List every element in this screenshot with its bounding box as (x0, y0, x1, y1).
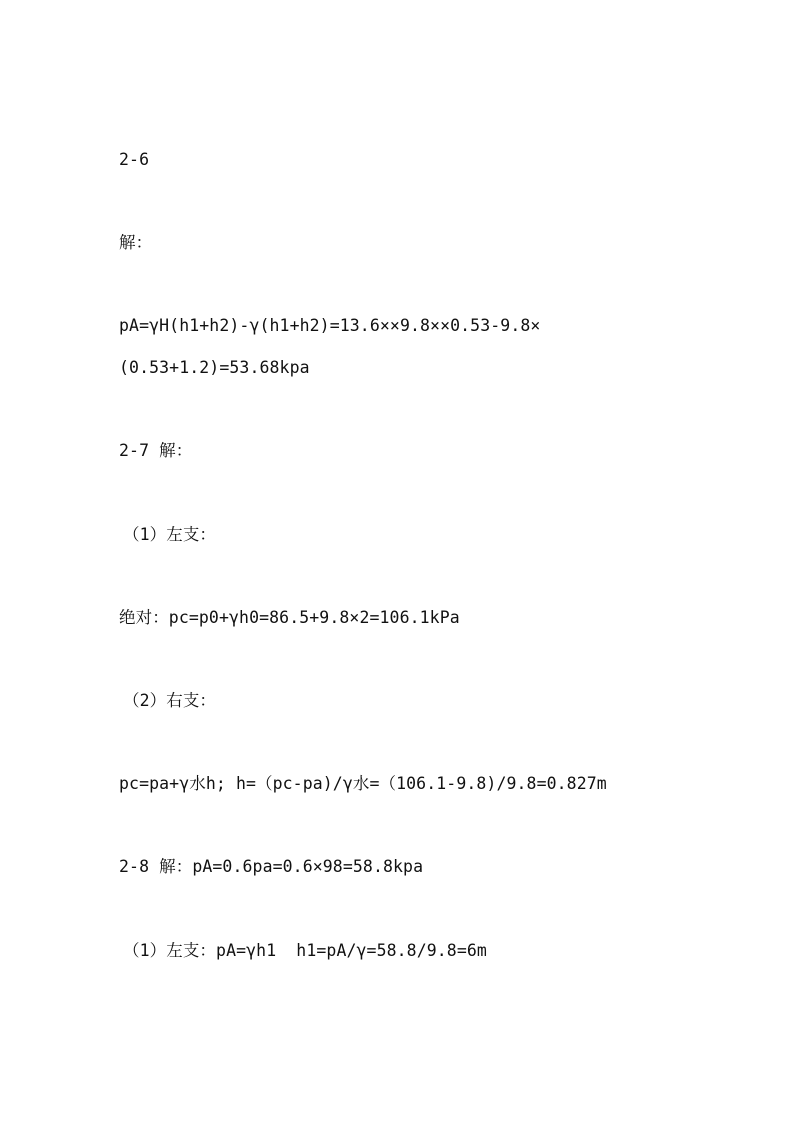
left-branch-label: （1）左支： (123, 525, 217, 544)
equation-line-2: (0.53+1.2)=53.68kpa (119, 358, 310, 377)
section-2-8-heading: 2-8 解：pA=0.6pa=0.6×98=58.8kpa (119, 857, 424, 876)
right-branch-label: （2）右支： (123, 691, 217, 710)
section-2-6-heading: 2-6 (119, 150, 150, 169)
right-branch-equation: pc=pa+γ水h; h=（pc-pa)/γ水=（106.1-9.8)/9.8=0.827m (119, 774, 607, 793)
equation-line-1: pA=γH(h1+h2)-γ(h1+h2)=13.6××9.8××0.53-9.8× (119, 316, 541, 335)
solution-label: 解： (119, 233, 153, 252)
left-branch-equation: （1）左支：pA=γh1 h1=pA/γ=58.8/9.8=6m (123, 941, 487, 960)
section-2-7-heading: 2-7 解： (119, 441, 193, 460)
absolute-pressure-equation: 绝对：pc=p0+γh0=86.5+9.8×2=106.1kPa (119, 608, 460, 627)
